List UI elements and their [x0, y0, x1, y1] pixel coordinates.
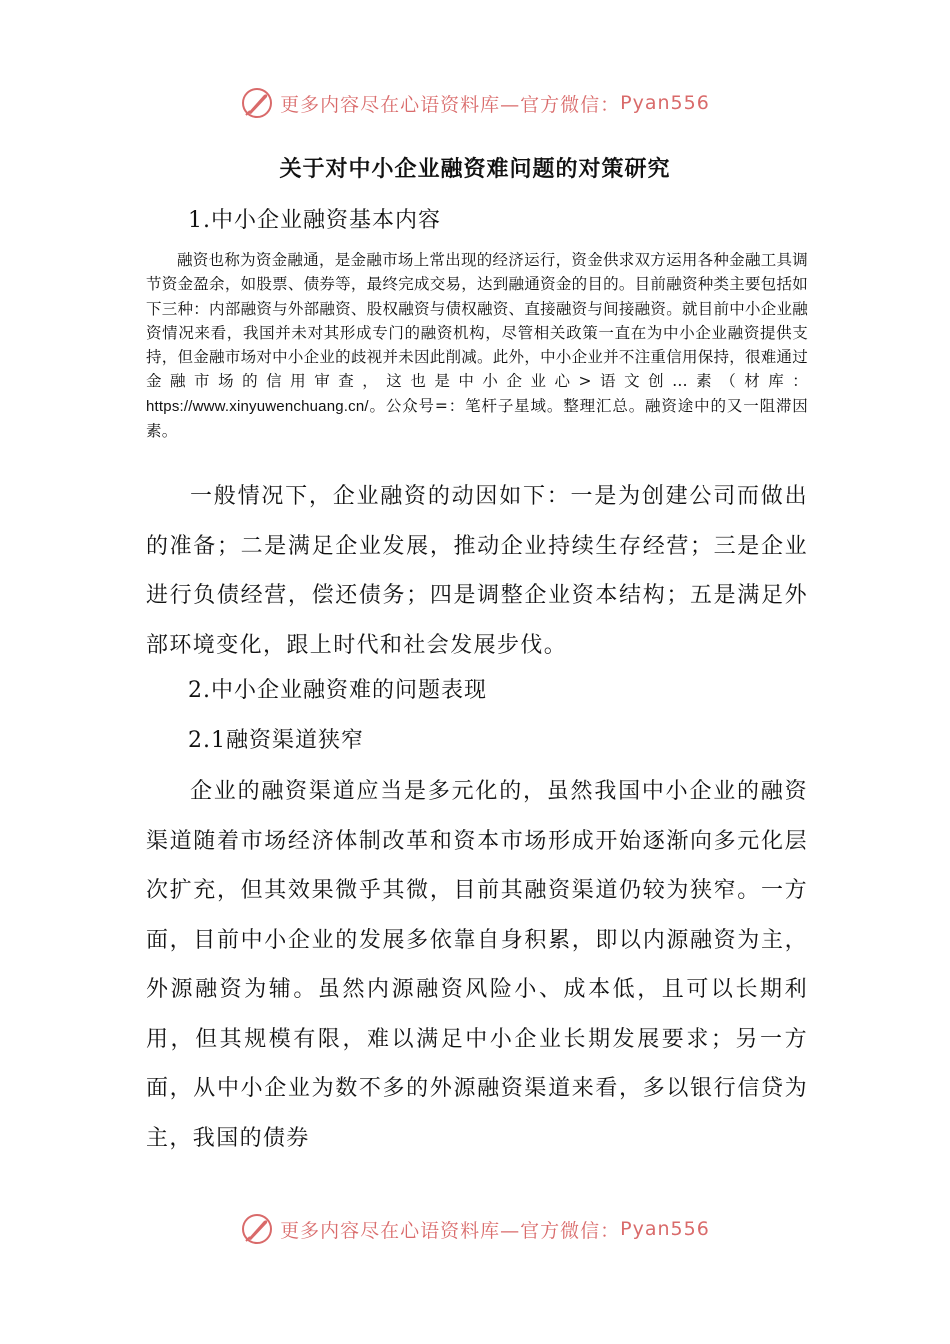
quill-pen-circle-icon — [240, 1212, 274, 1246]
document-title: 关于对中小企业融资难问题的对策研究 — [279, 156, 671, 182]
footer-watermark — [0, 1212, 950, 1246]
watermark-id: Pyan556 — [620, 1218, 710, 1240]
section-2-1-paragraph — [146, 767, 808, 1163]
section-1-paragraph-2 — [146, 472, 808, 670]
quill-pen-circle-icon — [240, 86, 274, 120]
section-2-1-heading: 2.1融资渠道狭窄 — [188, 728, 364, 753]
paragraph-text-before-url: 融资也称为资金融通，是金融市场上常出现的经济运行，资金供求双方运用各种金融工具调节资金盈余，如股票、债券等，最终完成交易，达到融通资金的目的。目前融资种类主要包括如下三种：内部融资与外部融资、股权融资与债权融资、直接融资与间接融资。就目前中小企业融资情况来看，我国并未对其形成专门的融资机构，尽管相关政策一直在为中小企业融资提供支持，但金融市场对中小企业的歧视并未因此削减。此外，中小企业并不注重信用保持，很难通过金融市场的信用审查，这也是中小企业心>语文创…素（材库： — [146, 251, 808, 391]
section-1-paragraph — [146, 248, 808, 443]
paragraph-text-after-url: 。公众号=：笔杆子星域。整理汇总。融资途中的又一阻滞因素。 — [146, 396, 808, 441]
watermark-id: Pyan556 — [620, 92, 710, 114]
header-watermark — [0, 86, 950, 120]
section-2-heading: 2.中小企业融资难的问题表现 — [188, 678, 487, 703]
paragraph-text: 一般情况下，企业融资的动因如下：一是为创建公司而做出的准备；二是满足企业发展，推动企业持续生存经营；三是企业进行负债经营，偿还债务；四是调整企业资本结构；五是满足外部环境变化，跟上时代和社会发展步伐。 — [146, 484, 808, 658]
paragraph-text: 企业的融资渠道应当是多元化的，虽然我国中小企业的融资渠道随着市场经济体制改革和资本市场形成开始逐渐向多元化层次扩充，但其效果微乎其微，目前其融资渠道仍较为狭窄。一方面，目前中小企业的发展多依靠自身积累，即以内源融资为主，外源融资为辅。虽然内源融资风险小、成本低，且可以长期利用，但其规模有限，难以满足中小企业长期发展要求；另一方面，从中小企业为数不多的外源融资渠道来看，多以银行信贷为主，我国的债券 — [146, 779, 808, 1151]
watermark-text: 更多内容尽在心语资料库—官方微信： — [280, 1219, 621, 1242]
website-url: https://www.xinyuwenchuang.cn/ — [146, 397, 369, 415]
watermark-text: 更多内容尽在心语资料库—官方微信： — [280, 93, 621, 116]
section-1-heading: 1.中小企业融资基本内容 — [188, 208, 441, 233]
